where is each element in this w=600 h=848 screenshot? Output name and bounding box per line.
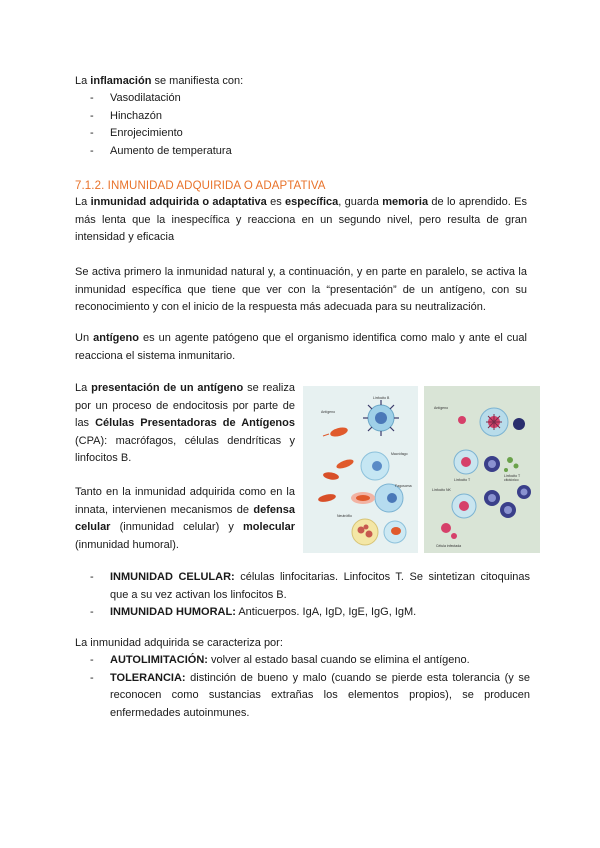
inflamacion-list (90, 90, 390, 160)
list-item (90, 90, 390, 108)
t-lymphocyte-group (454, 450, 519, 474)
text-run: se realiza por un proceso de endocitosis por parte de las (75, 382, 295, 429)
cells-illustration-right (424, 386, 540, 553)
phagosome-cell (317, 484, 403, 512)
figure-label: Antígeno (434, 406, 449, 410)
item-text: Vasodilatación (110, 92, 181, 104)
item-text: distinción de bueno y malo (cuando se pierde esta tolerancia (y se reconocen como sustancias extrañas los elementos propios), se producen enfermedades autoinmunes. (110, 671, 530, 719)
bold-run: específica (285, 196, 339, 208)
list-item (90, 604, 530, 622)
immune-cells-figure (303, 386, 540, 553)
text-run: , guarda (338, 196, 383, 208)
dash-bullet: - (90, 571, 94, 583)
item-label: AUTOLIMITACIÓN: (110, 654, 208, 666)
bold-run: presentación de un antígeno (91, 382, 244, 394)
list-item (90, 652, 530, 670)
section-heading: 7.1.2. INMUNIDAD ADQUIRIDA O ADAPTATIVA (75, 180, 326, 192)
figure-label: Macrófago (391, 452, 408, 456)
figure-label: Antígeno (321, 410, 336, 414)
bold-run: Células Presentadoras de Antígenos (95, 417, 295, 429)
bold-run: molecular (243, 521, 295, 533)
infected-cell-top (458, 408, 525, 436)
item-text: Hinchazón (110, 109, 162, 122)
paragraph-mecanismos (75, 484, 295, 554)
text-run: (inmunidad celular) y (110, 521, 244, 533)
item-label: INMUNIDAD CELULAR: (110, 571, 235, 583)
text-run: (inmunidad humoral). (75, 538, 179, 551)
bold-run: defensa celular (75, 503, 295, 533)
nk-cell-group (441, 485, 531, 539)
list-item (90, 143, 390, 161)
item-text: células linfocitarias. Linfocitos T. Se sintetizan citoquinas que a su vez activan los linfocitos B. (110, 571, 530, 601)
item-text: Aumento de temperatura (110, 144, 232, 157)
dash-bullet: - (90, 127, 94, 139)
neutrophil-cell (352, 519, 406, 545)
figure-label: Linfocito T citotóxico (504, 474, 521, 482)
item-text: Anticuerpos. IgA, IgD, IgE, IgG, IgM. (235, 606, 417, 618)
bold-run: inmunidad adquirida o adaptativa (90, 196, 267, 208)
figure-label: Linfocito B (373, 396, 390, 400)
item-label: TOLERANCIA: (110, 671, 186, 684)
paragraph-inmunidad-adquirida (75, 194, 527, 247)
text-run: Tanto en la inmunidad adquirida como en la innata, intervienen mecanismos de (75, 486, 295, 516)
adaptive-immunity-illustration (424, 386, 540, 553)
dash-bullet: - (90, 654, 94, 666)
dash-bullet: - (90, 109, 94, 122)
dash-bullet: - (90, 606, 94, 618)
list-item (90, 569, 530, 604)
inflamacion-bold: inflamación (90, 75, 152, 87)
bold-run: memoria (382, 196, 429, 208)
caracteristicas-intro: La inmunidad adquirida se caracteriza por: (75, 637, 283, 649)
text-run: La (75, 382, 92, 394)
paragraph-antigeno (75, 330, 527, 365)
bold-run: antígeno (93, 332, 139, 344)
inflamacion-intro-post: se manifiesta con: (151, 75, 244, 87)
item-text: Enrojecimiento (110, 127, 183, 139)
macrophage-cell (361, 452, 389, 480)
item-text: volver al estado basal cuando se elimina el antígeno. (207, 654, 470, 666)
list-item (90, 670, 530, 723)
text-run: de lo aprendido. Es más lenta que la inespecífica y reacciona en un segundo nivel, pero resulta de gran intensidad y eficacia (75, 196, 527, 243)
list-item (90, 125, 390, 143)
list-item (90, 108, 390, 126)
item-label: INMUNIDAD HUMORAL: (110, 606, 236, 618)
figure-label: Fagosoma (395, 484, 412, 488)
antigen-bacteria (323, 426, 349, 438)
text-run: (CPA): macrófagos, células dendríticas y linfocitos B. (75, 434, 295, 464)
text-run: es un agente patógeno que el organismo identifica como malo y ante el cual reacciona el sistema inmunitario. (75, 332, 527, 362)
text-run: Un (75, 332, 94, 344)
bacteria-cluster (323, 458, 355, 481)
paragraph-presentacion (75, 380, 295, 468)
dash-bullet: - (90, 92, 94, 104)
lymphocyte-b-cell (363, 400, 399, 436)
dash-bullet: - (90, 671, 94, 684)
paragraph-activacion: Se activa primero la inmunidad natural y, a continuación, y en parte en paralelo, se activa la inmunidad específica que tiene que ver con la “presentación” de un antígeno, con su reconocimiento y con el inicio de la respuesta más adecuada para su neutralización. (75, 266, 527, 313)
inflamacion-intro (75, 73, 545, 91)
figure-label: Célula infectada (436, 544, 462, 548)
innate-immunity-illustration (303, 386, 418, 553)
caracteristicas-list (90, 652, 530, 722)
figure-label: Neutrófilo (337, 514, 352, 518)
dash-bullet: - (90, 144, 94, 157)
text-run: es (266, 196, 286, 208)
figure-label: Linfocito NK (432, 488, 451, 492)
tipos-inmunidad-list (90, 569, 530, 622)
figure-label: Linfocito T (454, 478, 471, 482)
text-run: La (75, 196, 91, 208)
inflamacion-intro-text: La (75, 75, 91, 87)
